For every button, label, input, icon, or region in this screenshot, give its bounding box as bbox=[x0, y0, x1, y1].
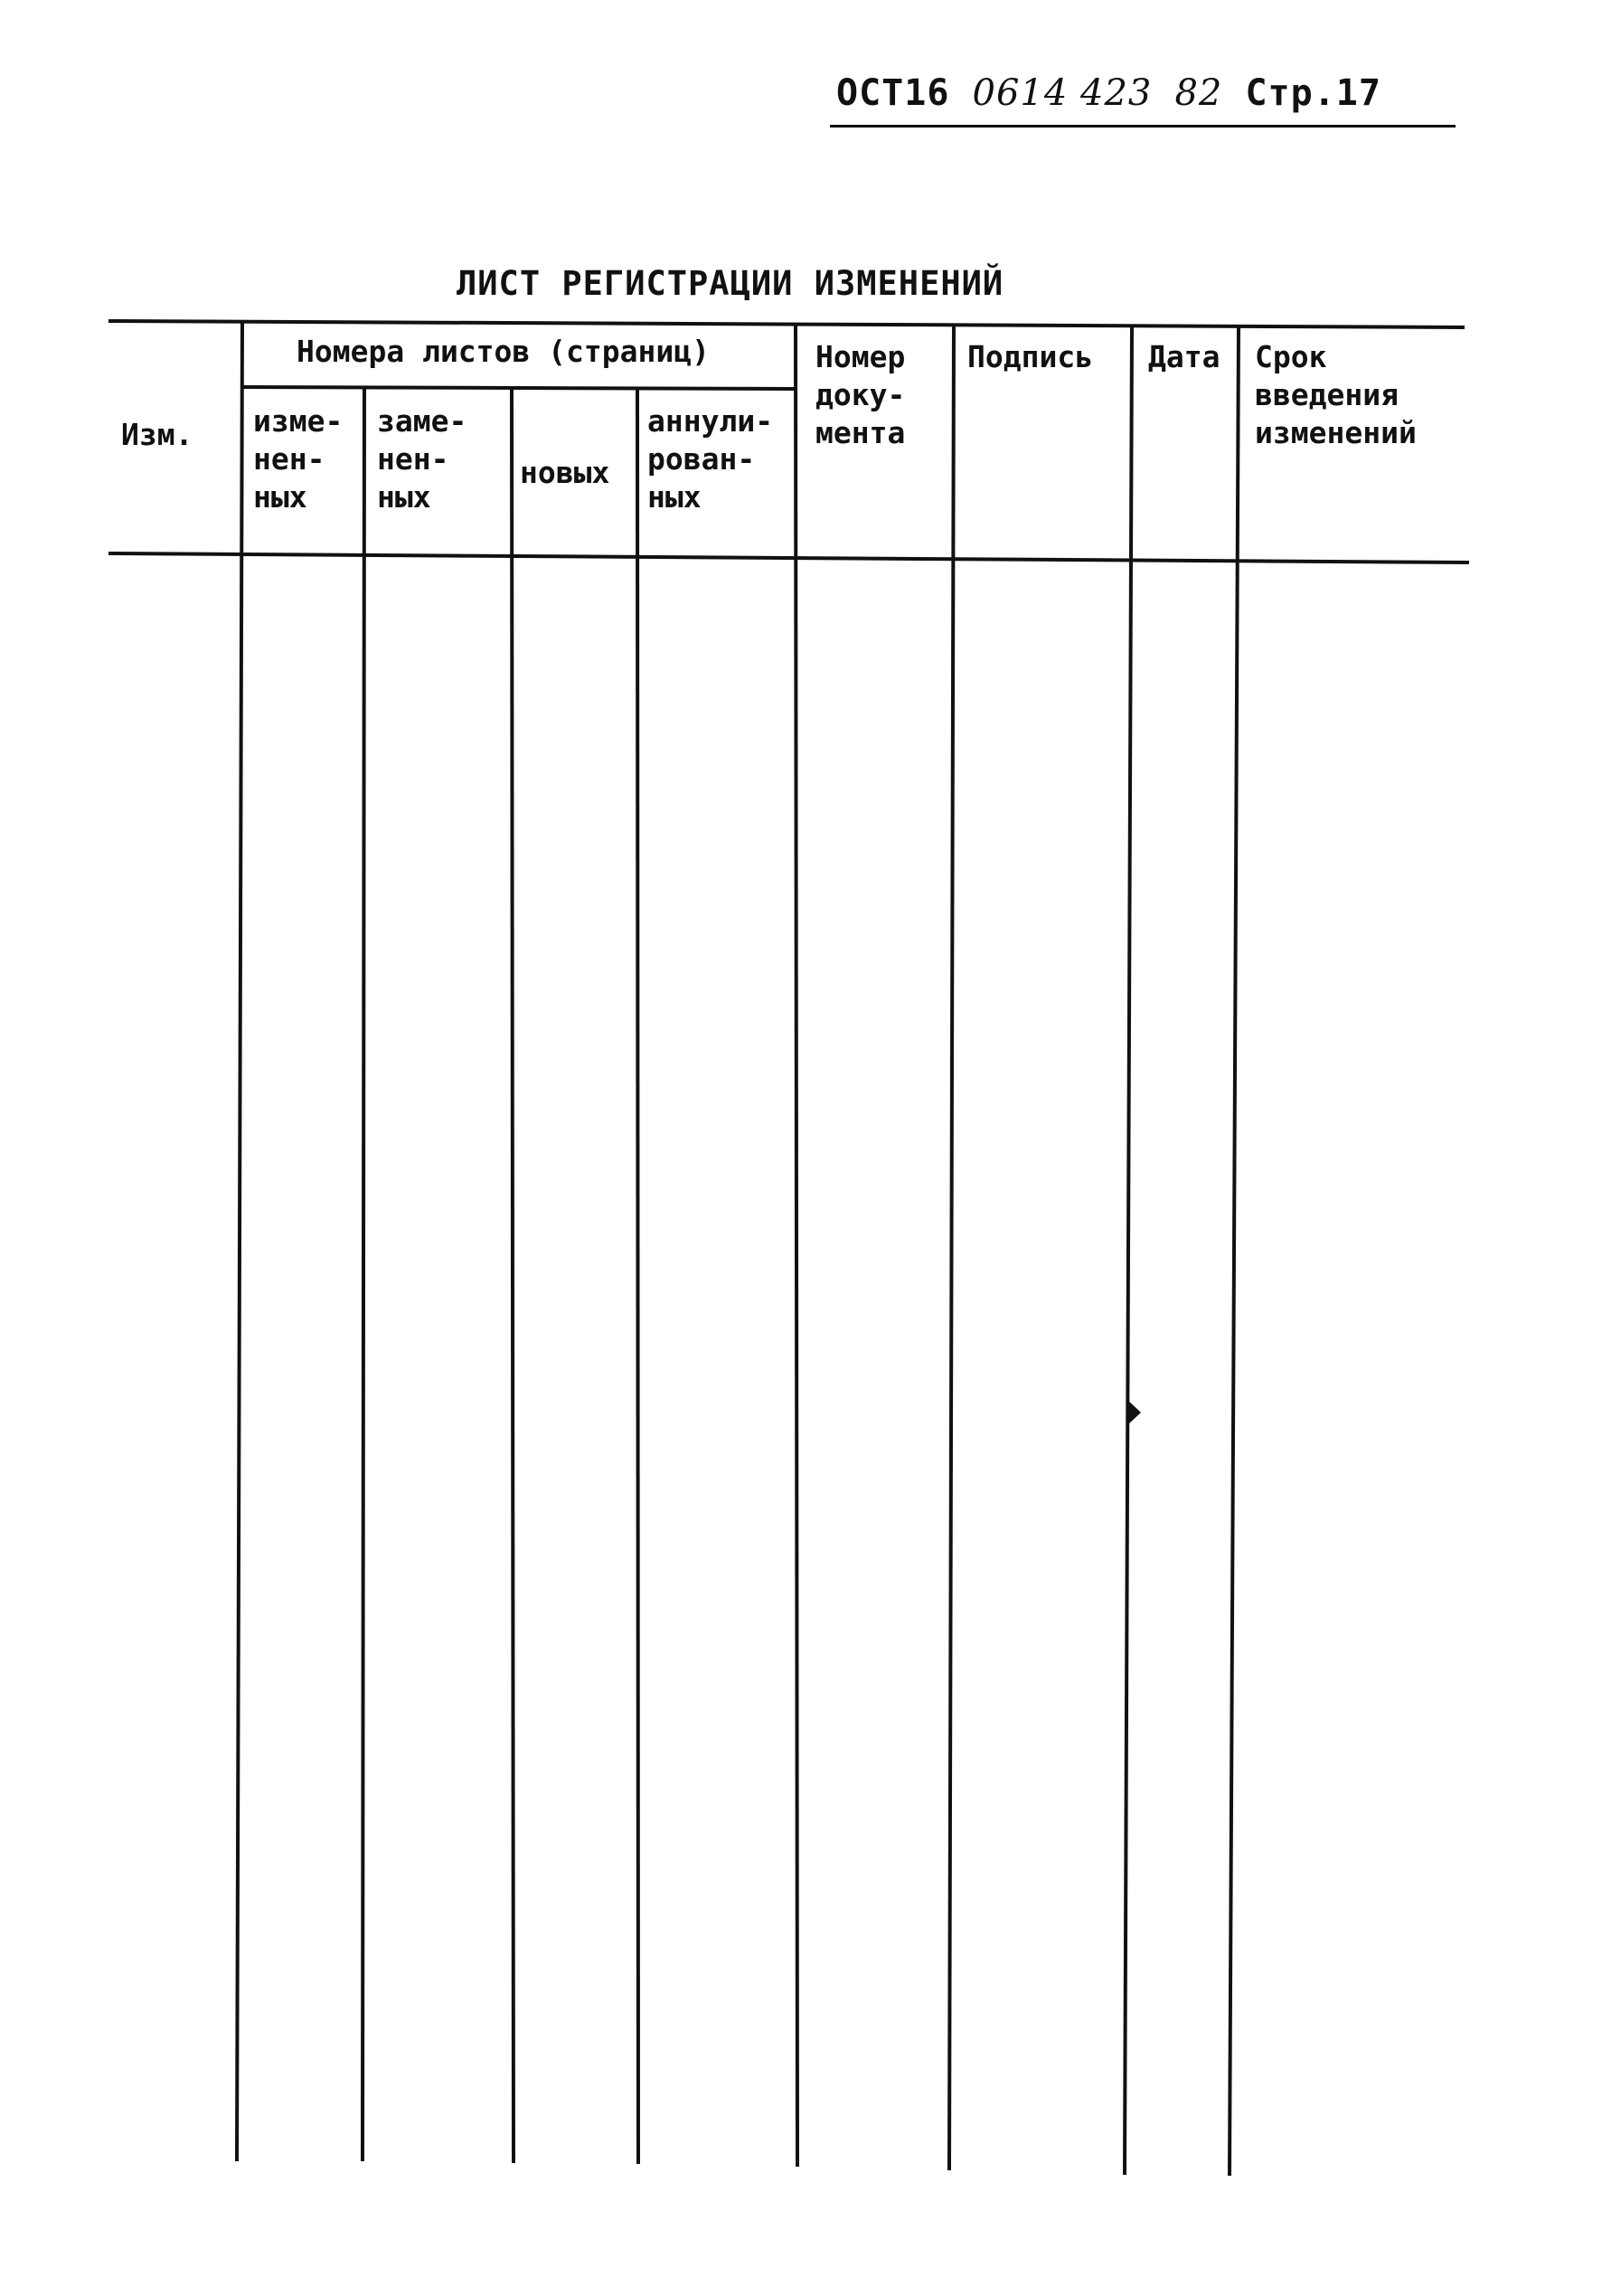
col-divider-7 bbox=[1125, 327, 1132, 2175]
col-header-deadline: Срок введения изменений bbox=[1255, 339, 1417, 450]
col-divider-3 bbox=[512, 387, 514, 2163]
col-divider-6 bbox=[949, 326, 954, 2170]
header-bottom-border bbox=[108, 553, 1469, 562]
col-header-change: Изм. bbox=[121, 417, 193, 452]
col-divider-2 bbox=[363, 387, 364, 2161]
page-title: ЛИСТ РЕГИСТРАЦИИ ИЗМЕНЕНИЙ bbox=[457, 264, 1004, 303]
group-header-rule bbox=[242, 387, 796, 389]
col-header-replaced: заме- нен- ных bbox=[377, 403, 467, 515]
col-divider-1 bbox=[237, 321, 242, 2161]
code-number: 0614 423 bbox=[972, 72, 1153, 114]
col-divider-4 bbox=[637, 387, 638, 2164]
col-divider-5 bbox=[796, 324, 797, 2167]
code-year: 82 bbox=[1174, 72, 1223, 114]
col-header-signature: Подпись bbox=[967, 339, 1094, 374]
page-label: Стр.17 bbox=[1245, 72, 1381, 114]
col-header-new: новых bbox=[520, 455, 610, 490]
col-header-changed: изме- нен- ных bbox=[253, 403, 344, 515]
ink-mark bbox=[1127, 1400, 1141, 1425]
col-header-annulled: аннули- рован- ных bbox=[647, 403, 774, 515]
col-header-date: Дата bbox=[1148, 339, 1220, 374]
col-divider-8 bbox=[1230, 327, 1239, 2176]
group-header-sheet-numbers: Номера листов (страниц) bbox=[297, 334, 710, 369]
code-prefix: ОСТ16 bbox=[836, 72, 950, 114]
table-top-border bbox=[108, 321, 1465, 327]
col-header-doc-number: Номер доку- мента bbox=[815, 339, 906, 450]
